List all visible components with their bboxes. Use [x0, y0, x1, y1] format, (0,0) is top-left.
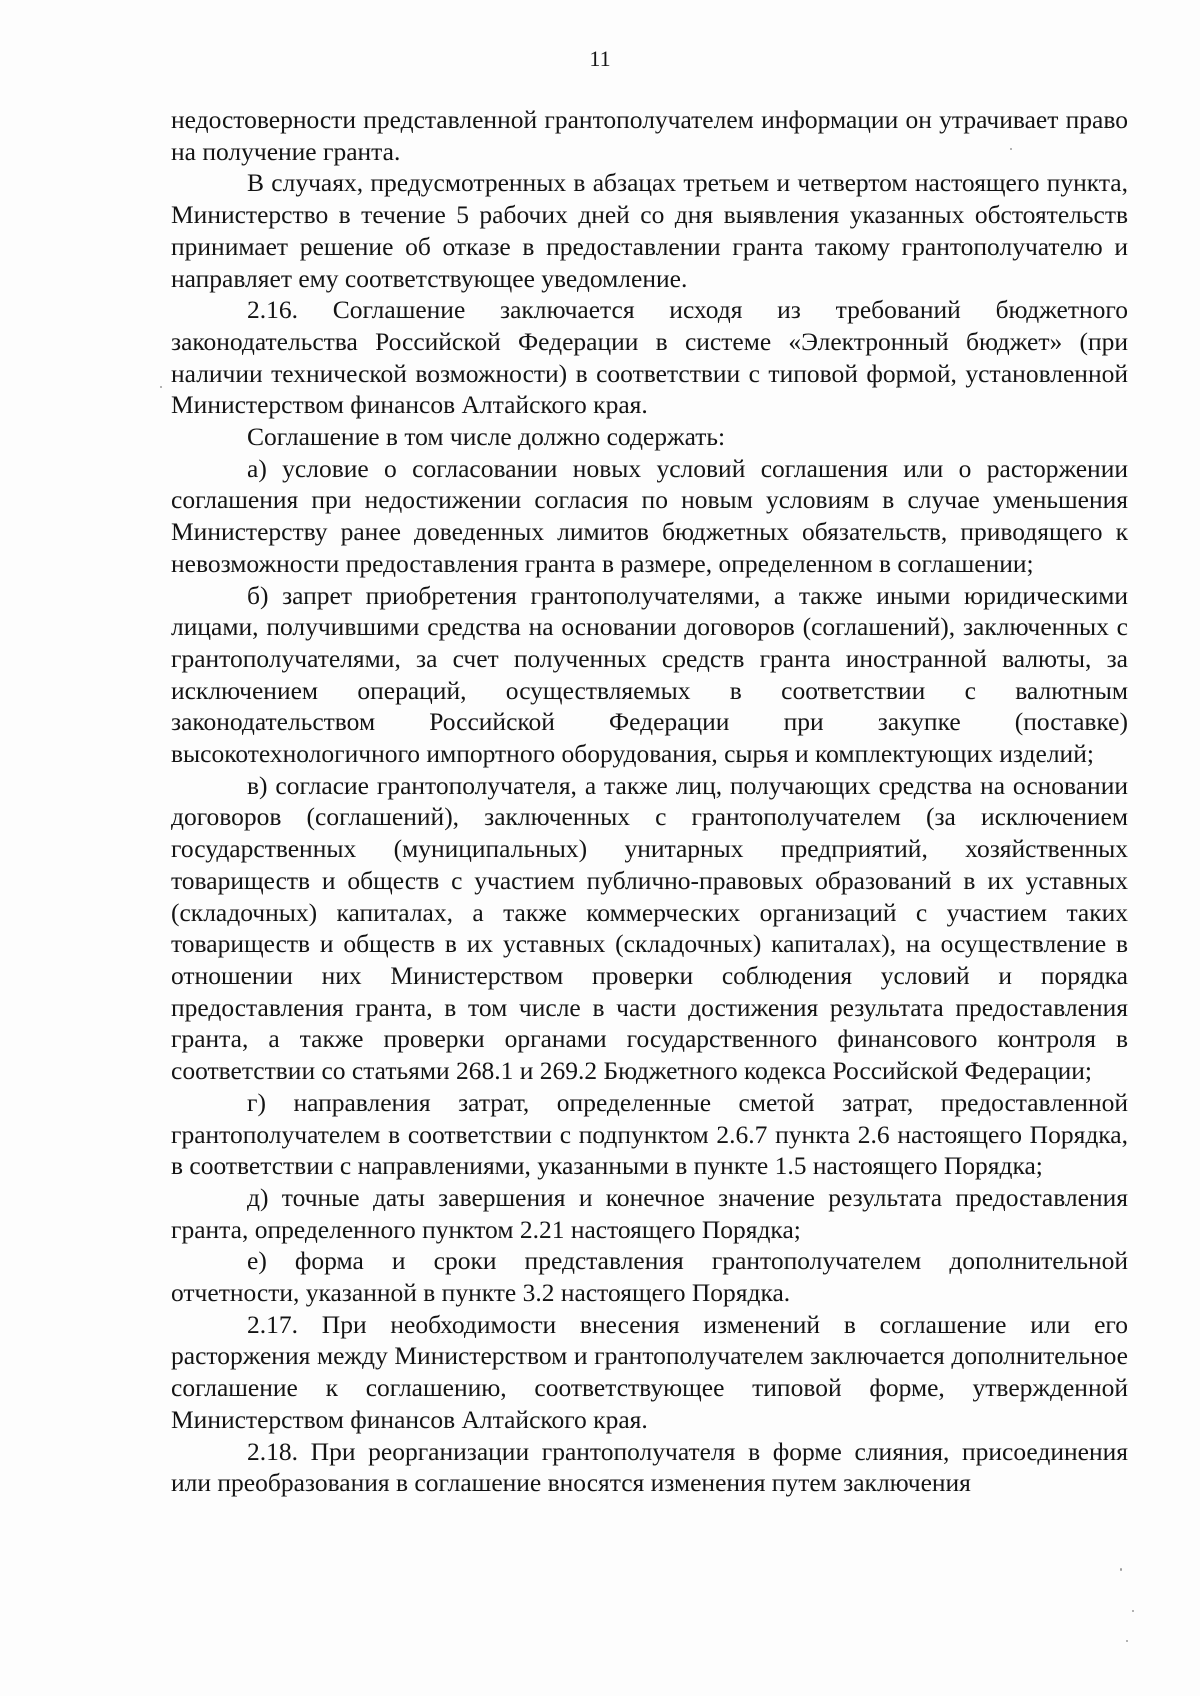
paragraph-item-g: г) направления затрат, определенные сметой затрат, предоставленной грантополучателем в соответствии с подпунктом 2.6.7 пункта 2.6 настоящего Порядка, в соответствии с направлениями, указанными в пункте 1.5 настоящего Порядка; — [171, 1087, 1128, 1181]
paragraph-2-17: 2.17. При необходимости внесения изменений в соглашение или его расторжения между Министерством и грантополучателем заключается дополнительное соглашение к соглашению, соответствующее типовой форме, утвержденной Министерством финансов Алтайского края. — [171, 1309, 1128, 1434]
paragraph-refusal: В случаях, предусмотренных в абзацах третьем и четвертом настоящего пункта, Министерство в течение 5 рабочих дней со дня выявления указанных обстоятельств принимает решение об отказе в предоставлении гранта такому грантополучателю и направляет ему соответствующее уведомление. — [171, 168, 1128, 293]
paragraph-item-b: б) запрет приобретения грантополучателями, а также иными юридическими лицами, получившими средства на основании договоров (соглашений), заключенных с грантополучателями, за счет полученных средств гранта иностранной валюты, за исключением операций, осуществляемых в соответствии с валютным законодательством Российской Федерации при закупке (поставке) высокотехнологичного импортного оборудования, сырья и комплектующих изделий; — [171, 580, 1128, 769]
paragraph-item-v: в) согласие грантополучателя, а также лиц, получающих средства на основании договоров (соглашений), заключенных с грантополучателем (за исключением государственных (муниципальных) унитарных предприятий, хозяйственных товариществ и обществ с участием публично-правовых образований в их уставных (складочных) капиталах, а также коммерческих организаций с участием таких товариществ и обществ в их уставных (складочных) капиталах), на осуществление в отношении них Министерством проверки соблюдения условий и порядка предоставления гранта, в том числе в части достижения результата предоставления гранта, а также проверки органами государственного финансового контроля в соответствии со статьями 268.1 и 269.2 Бюджетного кодекса Российской Федерации; — [171, 770, 1128, 1086]
paragraph-2-16: 2.16. Соглашение заключается исходя из требований бюджетного законодательства Российской Федерации в системе «Электронный бюджет» (при наличии технической возможности) в соответствии с типовой формой, установленной Министерством финансов Алтайского края. — [171, 295, 1128, 420]
scan-speck — [1126, 1640, 1128, 1642]
paragraph-continuation: недостоверности представленной грантополучателем информации он утрачивает право на получение гранта. — [171, 105, 1128, 166]
paragraph-item-a: а) условие о согласовании новых условий соглашения или о расторжении соглашения при недостижении согласия по новым условиям в случае уменьшения Министерству ранее доведенных лимитов бюджетных обязательств, приводящего к невозможности предоставления гранта в размере, определенном в соглашении; — [171, 453, 1128, 578]
paragraph-2-18: 2.18. При реорганизации грантополучателя в форме слияния, присоединения или преобразования в соглашение вносятся изменения путем заключения — [171, 1436, 1128, 1498]
page-number: 11 — [589, 46, 611, 71]
scan-speck — [1120, 1568, 1122, 1571]
paragraph-item-e: е) форма и сроки представления грантополучателем дополнительной отчетности, указанной в пункте 3.2 настоящего Порядка. — [171, 1246, 1128, 1308]
paragraph-item-d: д) точные даты завершения и конечное значение результата предоставления гранта, определенного пунктом 2.21 настоящего Порядка; — [171, 1182, 1128, 1244]
scan-speck — [160, 386, 162, 388]
document-body — [171, 104, 1128, 1499]
paragraph-must-contain: Соглашение в том числе должно содержать: — [247, 422, 726, 452]
scan-speck — [1010, 148, 1012, 150]
scan-speck — [1132, 1610, 1134, 1612]
